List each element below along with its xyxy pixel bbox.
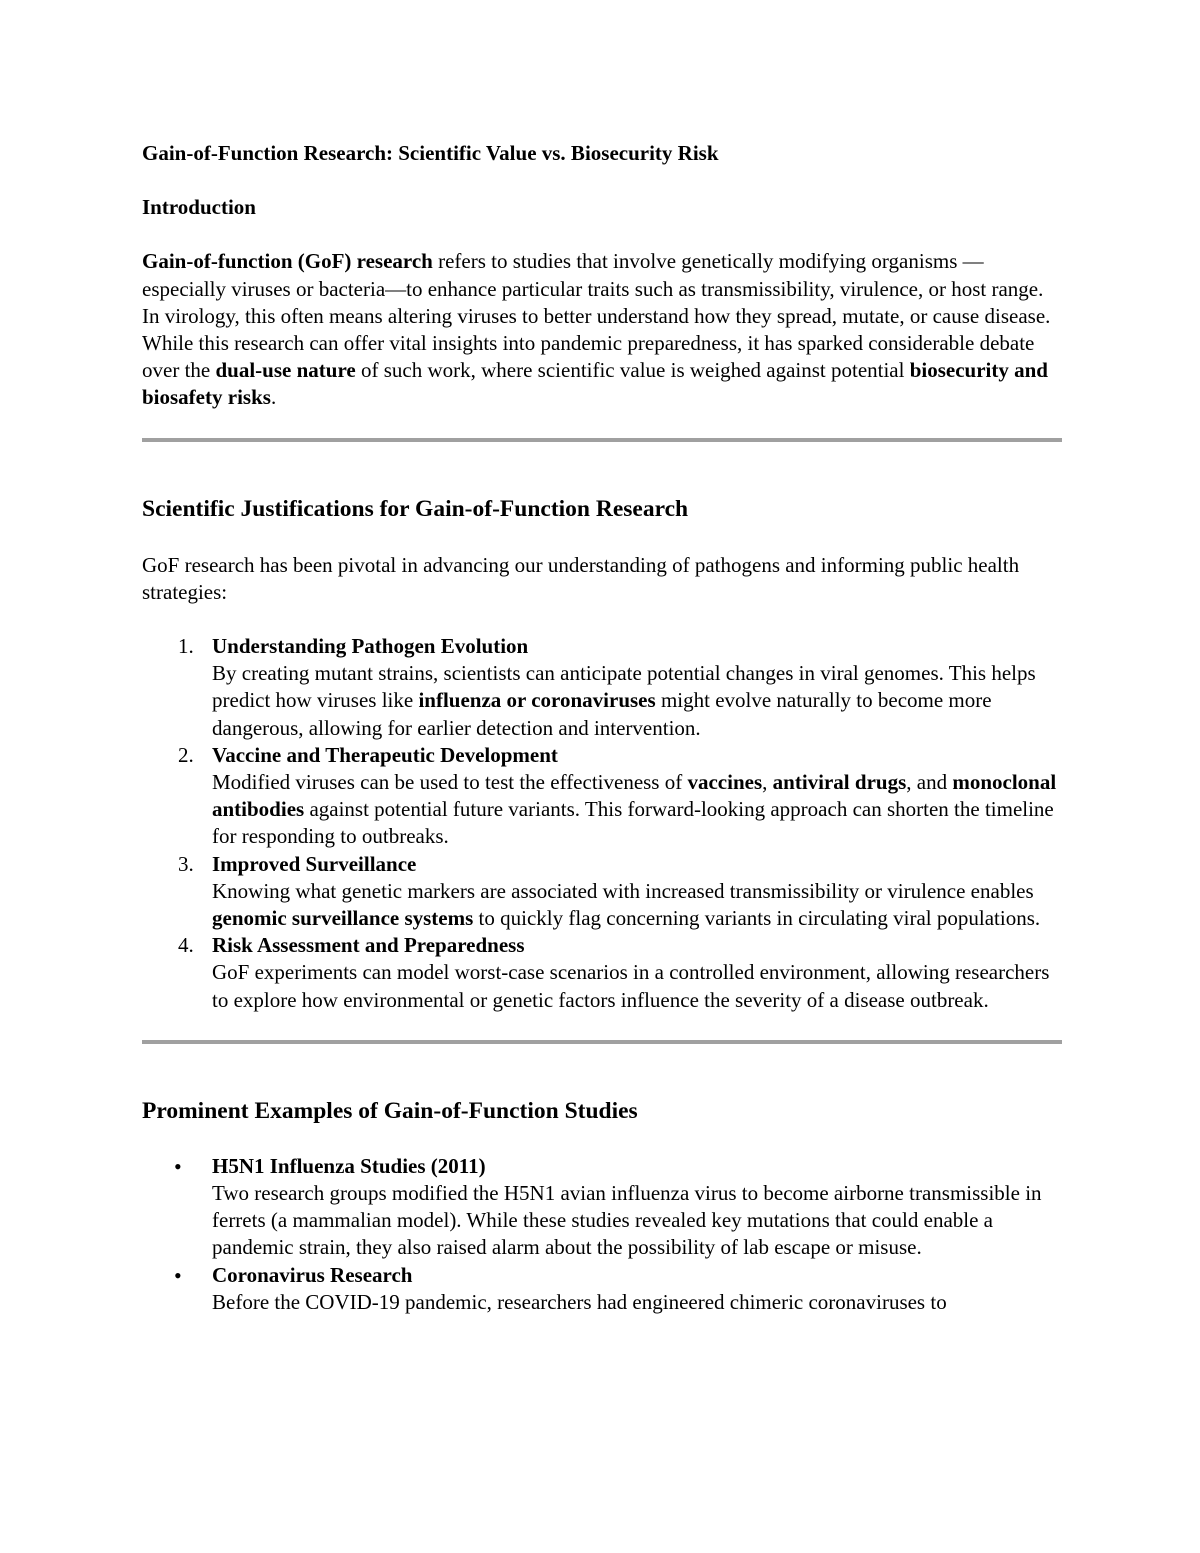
run: , and [906, 770, 953, 795]
list-item-title: H5N1 Influenza Studies (2011) [212, 1153, 486, 1178]
run: vaccines [687, 770, 763, 795]
run: genomic surveillance systems [212, 906, 474, 931]
horizontal-rule [142, 1040, 1062, 1044]
list-item [142, 742, 1062, 851]
run: to quickly flag concerning variants in circulating viral populations. [473, 906, 1041, 931]
run: , [762, 770, 773, 795]
run: influenza or coronaviruses [418, 688, 656, 713]
run: GoF experiments can model worst-case scenarios in a controlled environment, allowing researchers to explore how environmental or genetic factors influence the severity of a disease outbreak. [212, 960, 1050, 1012]
bullet-marker: • [174, 1262, 182, 1288]
list-item [142, 932, 1062, 1014]
section-heading-justifications: Scientific Justifications for Gain-of-Function Research [142, 495, 689, 522]
run: . [270, 385, 277, 410]
list-item-title: Improved Surveillance [212, 851, 417, 876]
run: might evolve naturally to become more dangerous, allowing for earlier detection and intervention. [212, 688, 992, 740]
document-body [142, 140, 1062, 1316]
list-item [142, 1262, 1062, 1316]
run: Two research groups modified the H5N1 avian influenza virus to become airborne transmissible in ferrets (a mammalian model). While these studies revealed key mutations that could enable a pandemic strain, they also raised alarm about the possibility of lab escape or misuse. [212, 1181, 1042, 1260]
bullet-marker: • [174, 1153, 182, 1179]
run: Gain-of-function (GoF) research [142, 249, 433, 274]
list-item-title: Coronavirus Research [212, 1262, 413, 1287]
list-item [142, 1153, 1062, 1262]
document-title: Gain-of-Function Research: Scientific Value vs. Biosecurity Risk [142, 141, 719, 165]
justifications-list [142, 633, 1062, 1014]
run: Knowing what genetic markers are associated with increased transmissibility or virulence enables [212, 878, 1034, 903]
list-item-title: Understanding Pathogen Evolution [212, 634, 529, 659]
list-item-title: Risk Assessment and Preparedness [212, 933, 525, 958]
list-marker: 4. [178, 933, 194, 958]
run: refers to studies that involve genetically modifying organisms —especially viruses or bacteria—to enhance particular traits such as transmissibility, virulence, or host range. In virology, this often means altering viruses to better understand how they spread, mutate, or cause disease. While this research can offer vital insights into pandemic preparedness, it has sparked considerable debate over the [142, 249, 1051, 383]
run: monoclonal antibodies [212, 770, 1057, 822]
list-marker: 2. [178, 742, 194, 767]
run: biosecurity and biosafety risks [142, 358, 1048, 410]
list-item [142, 851, 1062, 933]
run: Before the COVID-19 pandemic, researchers had engineered chimeric coronaviruses to [212, 1289, 947, 1314]
intro-heading: Introduction [142, 195, 256, 220]
horizontal-rule [142, 438, 1062, 442]
section-heading-examples: Prominent Examples of Gain-of-Function Studies [142, 1097, 638, 1124]
examples-list [142, 1153, 1062, 1316]
run: antiviral drugs [772, 770, 907, 795]
list-item [142, 633, 1062, 742]
list-item-title: Vaccine and Therapeutic Development [212, 742, 558, 767]
run: of such work, where scientific value is weighed against potential [355, 358, 910, 383]
list-marker: 1. [178, 634, 194, 659]
justifications-intro: GoF research has been pivotal in advancing our understanding of pathogens and informing public health strategies: [142, 552, 1020, 604]
run: Modified viruses can be used to test the effectiveness of [212, 770, 688, 795]
run: By creating mutant strains, scientists can anticipate potential changes in viral genomes. This helps predict how viruses like [212, 661, 1036, 713]
run: against potential future variants. This forward-looking approach can shorten the timeline for responding to outbreaks. [212, 797, 1054, 849]
list-marker: 3. [178, 851, 194, 876]
intro-paragraph [142, 248, 1062, 411]
run: dual-use nature [215, 358, 356, 383]
